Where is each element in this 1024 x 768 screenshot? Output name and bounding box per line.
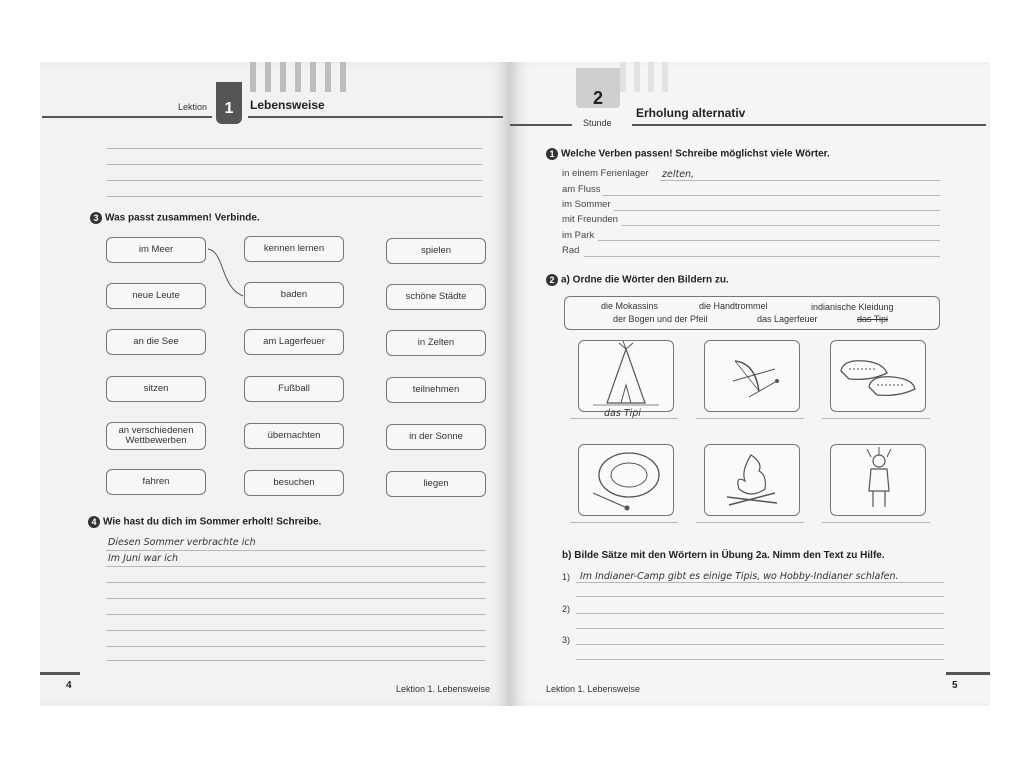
page-footer: Lektion 1. Lebensweise: [396, 684, 491, 694]
match-box[interactable]: in Zelten: [386, 330, 486, 356]
bow-arrow-icon: [705, 341, 799, 411]
answer-line[interactable]: [570, 522, 678, 523]
page-footer: Lektion 1. Lebensweise: [546, 684, 641, 694]
match-box[interactable]: im Meer: [106, 237, 206, 263]
drum-picture: [578, 444, 674, 516]
phrase-label: im Park: [562, 230, 595, 241]
writing-line[interactable]: [598, 240, 940, 241]
match-box[interactable]: teilnehmen: [386, 377, 486, 403]
writing-line[interactable]: [602, 195, 940, 196]
handwritten-line: Diesen Sommer verbrachte ich: [108, 537, 256, 548]
header-stripe: [620, 62, 626, 92]
task4-number: 4: [88, 516, 100, 528]
match-box[interactable]: am Lagerfeuer: [244, 329, 344, 355]
task3-title: Was passt zusammen! Verbinde.: [105, 212, 260, 224]
footer-rule: [40, 672, 80, 675]
word-bank-item: das Lagerfeuer: [757, 314, 818, 324]
writing-line[interactable]: [576, 628, 944, 629]
handwritten-sentence: Im Indianer-Camp gibt es einige Tipis, wo Hobby-Indianer schlafen.: [580, 571, 899, 582]
handwritten-line: Im Juni war ich: [108, 553, 178, 564]
match-box[interactable]: neue Leute: [106, 283, 206, 309]
task4-title: Wie hast du dich im Sommer erholt! Schreibe.: [103, 516, 322, 528]
match-box[interactable]: sitzen: [106, 376, 206, 402]
bow-arrow-picture: [704, 340, 800, 412]
page-number: 4: [66, 680, 72, 691]
phrase-label: mit Freunden: [562, 214, 618, 225]
writing-line[interactable]: [106, 646, 486, 647]
header-stripe: [648, 62, 654, 92]
header-rule: [510, 124, 572, 126]
footer-rule: [946, 672, 990, 675]
writing-line[interactable]: [576, 659, 944, 660]
lesson-label: Lektion: [178, 102, 208, 112]
match-box[interactable]: an verschiedenen Wettbewerben: [106, 422, 206, 450]
task4-heading: [88, 516, 321, 528]
phrase-label: in einem Ferienlager: [562, 168, 649, 179]
tipi-picture: [578, 340, 674, 412]
clothing-icon: [831, 445, 925, 515]
match-box[interactable]: besuchen: [244, 470, 344, 496]
word-bank-item: indianische Kleidung: [811, 302, 894, 312]
match-box[interactable]: Fußball: [244, 376, 344, 402]
task2a-title: a) Ordne die Wörter den Bildern zu.: [561, 274, 729, 286]
phrase-label: im Sommer: [562, 199, 611, 210]
campfire-icon: [705, 445, 799, 515]
writing-line[interactable]: [106, 614, 486, 615]
writing-line[interactable]: [584, 256, 940, 257]
task2b-title: b) Bilde Sätze mit den Wörtern in Übung 2a. Nimm den Text zu Hilfe.: [562, 550, 885, 561]
sentence-number: 1): [562, 572, 571, 582]
writing-line[interactable]: [106, 630, 486, 631]
stunde-label: Stunde: [583, 118, 612, 128]
writing-line[interactable]: [576, 613, 944, 614]
writing-line[interactable]: [576, 644, 944, 645]
stunde-number-tab: 2: [576, 68, 620, 108]
writing-line[interactable]: [614, 210, 940, 211]
writing-line[interactable]: [106, 660, 486, 661]
task3-number: 3: [90, 212, 102, 224]
match-box[interactable]: liegen: [386, 471, 486, 497]
page-number: 5: [952, 680, 958, 691]
writing-line[interactable]: [576, 582, 944, 583]
word-bank-item: die Handtrommel: [699, 301, 768, 311]
lesson-number-tab: 1: [216, 82, 242, 124]
match-box[interactable]: baden: [244, 282, 344, 308]
match-box[interactable]: fahren: [106, 469, 206, 495]
handwritten-answer: zelten,: [662, 169, 695, 180]
moccasin-icon: [831, 341, 925, 411]
lesson-title: Lebensweise: [250, 98, 325, 112]
writing-line[interactable]: [576, 596, 944, 597]
match-box[interactable]: spielen: [386, 238, 486, 264]
word-bank-item: das Tipi: [857, 314, 889, 324]
word-bank-item: die Mokassins: [601, 301, 659, 311]
task2-number: 2: [546, 274, 558, 286]
tipi-icon: [579, 341, 673, 411]
writing-line[interactable]: [106, 550, 486, 551]
right-title: Erholung alternativ: [636, 106, 746, 120]
phrase-label: Rad: [562, 245, 580, 256]
task1-number: 1: [546, 148, 558, 160]
match-box[interactable]: kennen lernen: [244, 236, 344, 262]
writing-line[interactable]: [660, 180, 940, 181]
match-box[interactable]: an die See: [106, 329, 206, 355]
sentence-number: 3): [562, 635, 571, 645]
task1-heading: [546, 148, 830, 160]
right-page: [510, 62, 990, 706]
writing-line[interactable]: [106, 598, 486, 599]
campfire-picture: [704, 444, 800, 516]
handwritten-answer: das Tipi: [604, 408, 641, 419]
header-stripe: [662, 62, 668, 92]
clothing-picture: [830, 444, 926, 516]
word-bank: [564, 296, 940, 330]
left-page: [40, 62, 510, 706]
sentence-number: 2): [562, 604, 571, 614]
answer-line[interactable]: [822, 418, 930, 419]
match-box[interactable]: schöne Städte: [386, 284, 486, 310]
phrase-label: am Fluss: [562, 184, 601, 195]
task2-heading: [546, 274, 729, 286]
match-box[interactable]: in der Sonne: [386, 424, 486, 450]
header-stripe: [634, 62, 640, 92]
drum-icon: [579, 445, 673, 515]
answer-line[interactable]: [696, 522, 804, 523]
answer-line[interactable]: [822, 522, 930, 523]
writing-line[interactable]: [622, 225, 940, 226]
task1-title: Welche Verben passen! Schreibe möglichst viele Wörter.: [561, 148, 830, 160]
match-box[interactable]: übernachten: [244, 423, 344, 449]
moccasins-picture: [830, 340, 926, 412]
header-rule: [632, 124, 986, 126]
writing-line[interactable]: [106, 582, 486, 583]
writing-line[interactable]: [106, 566, 486, 567]
word-bank-item: der Bogen und der Pfeil: [613, 314, 708, 324]
answer-line[interactable]: [696, 418, 804, 419]
